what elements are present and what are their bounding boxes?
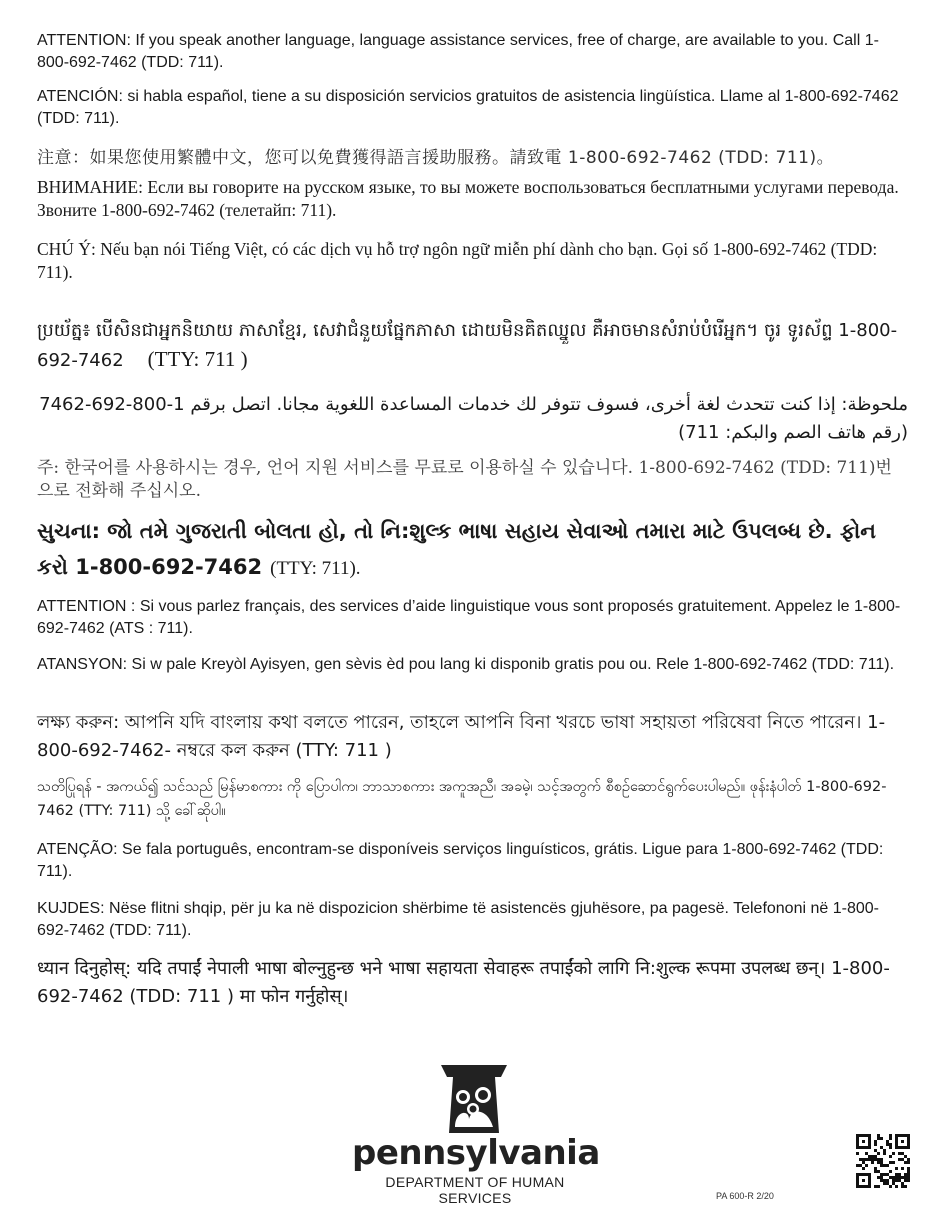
gujarati-tty: (TTY: 711). xyxy=(270,558,361,579)
notice-korean: 주: 한국어를 사용하시는 경우, 언어 지원 서비스를 무료로 이용하실 수 있습니다. 1-800-692-7462 (TDD: 711)번으로 전화해 주십시오. xyxy=(37,458,892,501)
notice-arabic: ملحوظة: إذا كنت تتحدث لغة أخرى، فسوف تتوفر لك خدمات المساعدة اللغوية مجانا. اتصل برقم 1-800-692-7462 (رقم هاتف الصم والبكم: 711) xyxy=(39,394,908,443)
notice-portuguese: ATENÇÃO: Se fala português, encontram-se disponíveis serviços linguísticos, grátis. Ligue para 1-800-692-7462 (TDD: 711). xyxy=(37,841,884,880)
notice-bengali: লক্ষ্য করুন: আপনি যদি বাংলায় কথা বলতে পারেন, তাহলে আপনি বিনা খরচে ভাষা সহায়তা পরিষেবা নিতে পারেন। 1-800-692-7462- নম্বরে কল করুন (TTY: 711 ) xyxy=(37,712,886,761)
notice-french: ATTENTION : Si vous parlez français, des services d’aide linguistique vous sont proposés gratuitement. Appelez le 1-800-692-7462 (ATS : 711). xyxy=(37,598,901,637)
gujarati-text: સુચના: જો તમે ગુજરાતી બોલતા હો, તો નિ:શુલ્ક ભાષા સહાય સેવાઓ તમારા માટે ઉપલબ્ધ છે. ફોન કરો 1-800-692-7462 xyxy=(37,519,876,579)
notice-albanian: KUJDES: Nëse flitni shqip, për ju ka në dispozicion shërbime të asistencës gjuhësore, pa pagesë. Telefononi në 1-800-692-7462 (TDD: 711). xyxy=(37,900,879,939)
dhs-logo xyxy=(352,1063,600,1206)
notice-vietnamese: CHÚ Ý: Nếu bạn nói Tiếng Việt, có các dịch vụ hỗ trợ ngôn ngữ miễn phí dành cho bạn. Gọi số 1-800-692-7462 (TDD: 711). xyxy=(37,239,878,282)
notice-russian: ВНИМАНИЕ: Если вы говорите на русском языке, то вы можете воспользоваться бесплатными услугами перевода. Звоните 1-800-692-7462 (телетайп: 711). xyxy=(37,177,899,220)
notice-haitian: ATANSYON: Si w pale Kreyòl Ayisyen, gen sèvis èd pou lang ki disponib gratis pou ou. Rele 1-800-692-7462 (TDD: 711). xyxy=(37,656,895,673)
notice-spanish: ATENCIÓN: si habla español, tiene a su disposición servicios gratuitos de asistencia lingüística. Llame al 1-800-692-7462 (TDD: 711). xyxy=(37,88,899,127)
khmer-tty: (TTY: 711 ) xyxy=(147,347,248,371)
qr-code-icon xyxy=(856,1134,910,1188)
khmer-text: ប្រយ័ត្ន៖ បើសិនជាអ្នកនិយាយ ភាសាខ្មែរ, សេវាជំនួយផ្នែកភាសា ដោយមិនគិតឈ្នួល គឺអាចមានសំរាប់បំរើអ្នក។ ចូរ ទូរស័ព្ទ 1-800-692-7462 xyxy=(37,320,898,371)
notice-burmese: သတိပြုရန် - အကယ်၍ သင်သည် မြန်မာစကား ကို ပြောပါက၊ ဘာသာစကား အကူအညီ၊ အခမဲ့၊ သင့်အတွက် စီစဉ်ဆောင်ရွက်ပေးပါမည်။ ဖုန်းနံပါတ် 1-800-692-7462 (TTY: 711) သို့ ခေါ်ဆိုပါ။ xyxy=(37,779,887,819)
notice-english: ATTENTION: If you speak another language, language assistance services, free of charge, are available to you. Call 1-800-692-7462 (TDD: 711). xyxy=(37,32,879,71)
notice-gujarati xyxy=(37,513,908,587)
form-code: PA 600-R 2/20 xyxy=(716,1191,774,1201)
keystone-family-icon xyxy=(439,1063,509,1135)
notice-khmer xyxy=(37,317,908,375)
notice-chinese: 注意：如果您使用繁體中文，您可以免費獲得語言援助服務。請致電 1-800-692-7462 (TDD: 711)。 xyxy=(37,148,835,168)
notice-nepali: ध्यान दिनुहोस्: यदि तपाईं नेपाली भाषा बोल्नुहुन्छ भने भाषा सहायता सेवाहरू तपाईंको लागि नि:शुल्क रूपमा उपलब्ध छन्। 1-800-692-7462 (TDD: 711 ) मा फोन गर्नुहोस्। xyxy=(37,958,890,1007)
logo-name: pennsylvania xyxy=(352,1133,600,1173)
logo-department: DEPARTMENT OF HUMAN SERVICES xyxy=(385,1174,565,1206)
